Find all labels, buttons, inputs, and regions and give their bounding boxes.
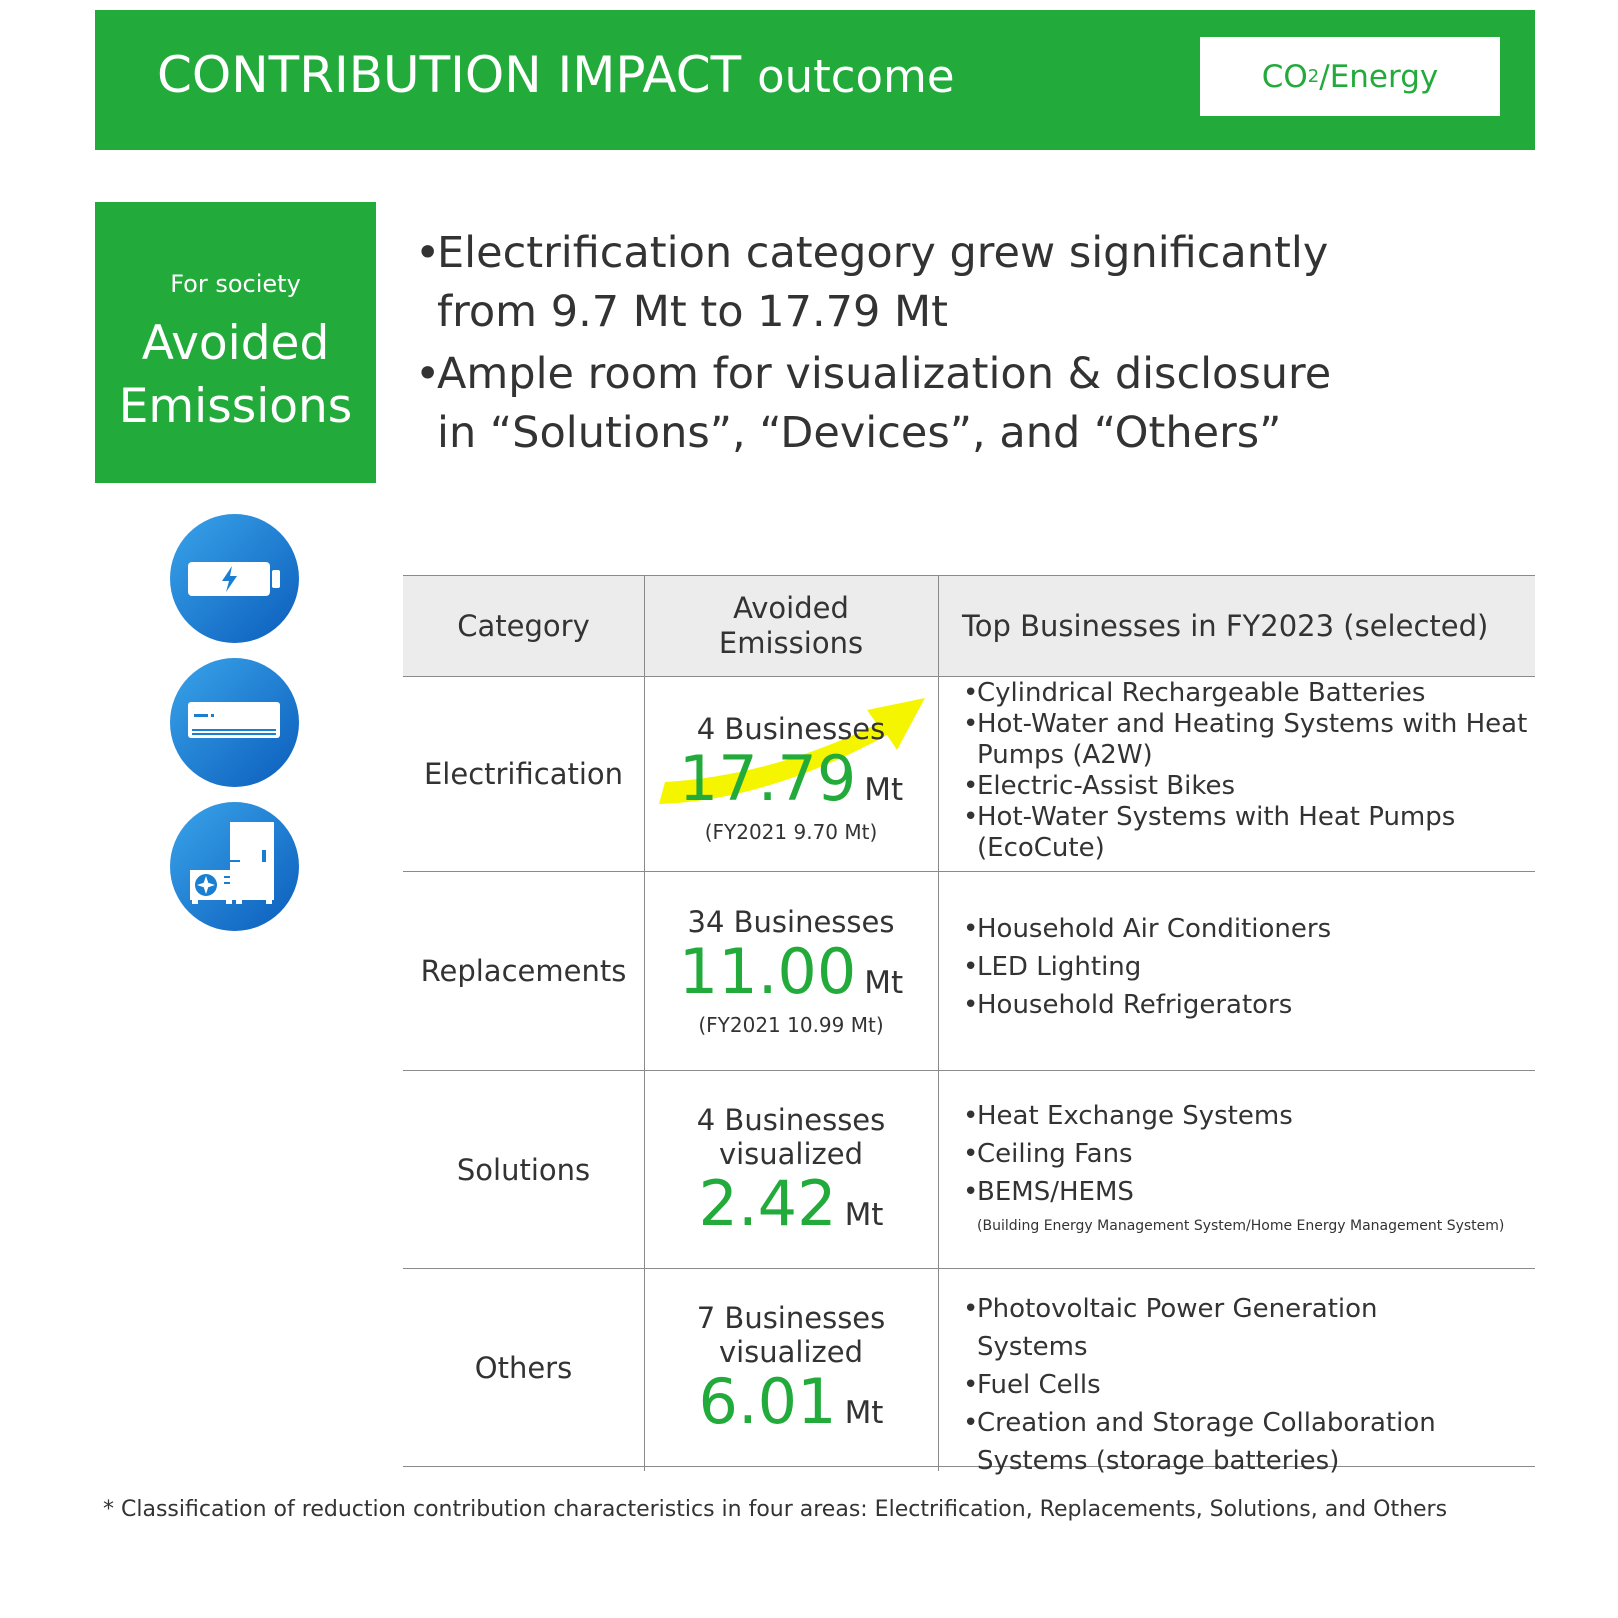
key-point-line: Ample room for visualization & disclosure [437, 349, 1332, 399]
business-count: 34 Businesses [687, 905, 895, 939]
category-replacements [403, 872, 644, 1070]
key-points [415, 224, 1535, 463]
list-item-text: Hot-Water Systems with Heat Pumps (EcoCute) [977, 802, 1456, 863]
society-label: For society [170, 270, 301, 298]
society-title-line1: Avoided [141, 316, 330, 371]
category-solutions [403, 1071, 644, 1268]
list-item-text: Ceiling Fans [977, 1139, 1133, 1169]
footnote: * Classification of reduction contribution characteristics in four areas: Electrification, Replacements, Solutions, and Others [103, 1497, 1448, 1522]
battery-icon [170, 514, 299, 643]
header-category [403, 576, 644, 676]
society-title-line2: Emissions [118, 379, 353, 434]
business-count: 7 Businesses [696, 1300, 886, 1335]
bullet-dot: • [415, 228, 441, 278]
list-item [963, 802, 1535, 864]
header-top-label: Top Businesses in FY2023 (selected) [962, 608, 1489, 643]
bullet-dot: • [963, 990, 979, 1020]
key-point-line: in “Solutions”, “Devices”, and “Others” [437, 408, 1282, 458]
value-number: 11.00 [678, 935, 857, 1008]
list-item-text: Hot-Water and Heating Systems with Heat Pumps (A2W) [977, 709, 1528, 770]
emissions-value [678, 935, 904, 1008]
badge-subscript: 2 [1307, 66, 1320, 87]
key-point-text [437, 224, 1535, 342]
bullet-dot: • [415, 349, 441, 399]
key-point-line: Electrification category grew significantly [437, 228, 1329, 278]
business-count: 4 Businesses [696, 711, 886, 746]
bullet-dot: • [963, 1294, 979, 1324]
header-avoided [644, 576, 938, 676]
badge-rest: /Energy [1319, 58, 1439, 95]
value-unit: Mt [864, 771, 904, 808]
value-number: 6.01 [698, 1364, 837, 1438]
bullet-dot: • [963, 1408, 979, 1438]
emissions-replacements [644, 872, 938, 1070]
list-item-text: Fuel Cells [977, 1370, 1101, 1400]
table-header [403, 575, 1535, 677]
list-item-text: Photovoltaic Power Generation Systems [977, 1294, 1378, 1362]
previous-value: (FY2021 9.70 Mt) [704, 819, 878, 844]
list-item-text: BEMS/HEMS [977, 1177, 1134, 1207]
value-unit: Mt [844, 1196, 884, 1233]
bullet-dot: • [963, 802, 979, 832]
list-item [963, 1135, 1535, 1173]
bullet-dot: • [963, 709, 979, 739]
category-label: Replacements [420, 954, 627, 988]
value-number: 2.42 [698, 1166, 837, 1240]
bems-hems-note: (Building Energy Management System/Home Energy Management System) [977, 1218, 1505, 1234]
emissions-value [698, 1166, 884, 1240]
value-unit: Mt [864, 965, 904, 1001]
key-point [415, 345, 1535, 463]
column-divider [938, 575, 939, 1471]
header-category-label: Category [457, 608, 590, 643]
key-point-line: from 9.7 Mt to 17.79 Mt [437, 287, 948, 337]
page-title [157, 46, 955, 104]
top-businesses-others [963, 1290, 1463, 1480]
list-item-text: Cylindrical Rechargeable Batteries [977, 678, 1426, 708]
category-label: Electrification [423, 756, 624, 791]
list-item [963, 1173, 1535, 1211]
emissions-value [698, 1364, 884, 1438]
title-sub: outcome [757, 50, 955, 103]
list-item [963, 986, 1535, 1024]
title-main: CONTRIBUTION IMPACT [157, 46, 742, 104]
list-item-text: Creation and Storage Collaboration Systems (storage batteries) [977, 1408, 1436, 1476]
air-conditioner-icon [170, 658, 299, 787]
list-item-text: Household Air Conditioners [977, 914, 1332, 944]
list-item-text: Electric-Assist Bikes [977, 771, 1235, 801]
emissions-value [678, 741, 904, 815]
emissions-electrification [644, 676, 938, 871]
visualized-label: visualized [718, 1136, 864, 1171]
category-others [403, 1269, 644, 1466]
top-businesses-electrification [963, 678, 1535, 864]
bullet-dot: • [963, 952, 979, 982]
bullet-dot: • [963, 1370, 979, 1400]
bullet-dot: • [963, 1177, 979, 1207]
heat-pump-icon [170, 802, 299, 931]
category-label: Solutions [456, 1152, 591, 1187]
list-item-text: Household Refrigerators [977, 990, 1293, 1020]
list-item [963, 948, 1535, 986]
list-item [963, 1404, 1463, 1480]
society-title [95, 312, 376, 438]
list-item [963, 910, 1535, 948]
top-businesses-solutions [963, 1097, 1535, 1235]
list-item-text: LED Lighting [977, 952, 1142, 982]
business-count: 4 Businesses [696, 1102, 886, 1137]
category-label: Others [474, 1350, 573, 1385]
emissions-solutions [644, 1071, 938, 1268]
list-item [963, 678, 1535, 709]
list-item [963, 1097, 1535, 1135]
bullet-dot: • [963, 914, 979, 944]
value-number: 17.79 [678, 741, 857, 815]
key-point [415, 224, 1535, 342]
list-item [963, 709, 1535, 771]
list-item [963, 771, 1535, 802]
previous-value: (FY2021 10.99 Mt) [698, 1013, 884, 1037]
list-item-text: Heat Exchange Systems [977, 1101, 1293, 1131]
bullet-dot: • [963, 678, 979, 708]
co2-energy-badge [1200, 37, 1500, 116]
header-banner [95, 10, 1535, 150]
bullet-dot: • [963, 1101, 979, 1131]
category-electrification [403, 676, 644, 871]
value-unit: Mt [844, 1394, 884, 1431]
list-item [963, 1290, 1463, 1366]
header-avoided-line1: Avoided [733, 591, 849, 625]
emissions-others [644, 1269, 938, 1466]
list-item [963, 1366, 1463, 1404]
bullet-dot: • [963, 771, 979, 801]
header-top-businesses [938, 576, 1535, 676]
top-businesses-replacements [963, 910, 1535, 1024]
avoided-emissions-box [95, 202, 376, 483]
visualized-label: visualized [718, 1334, 864, 1369]
key-point-text [437, 345, 1535, 463]
bullet-dot: • [963, 1139, 979, 1169]
badge-co: CO [1261, 58, 1308, 95]
header-avoided-line2: Emissions [718, 626, 864, 660]
